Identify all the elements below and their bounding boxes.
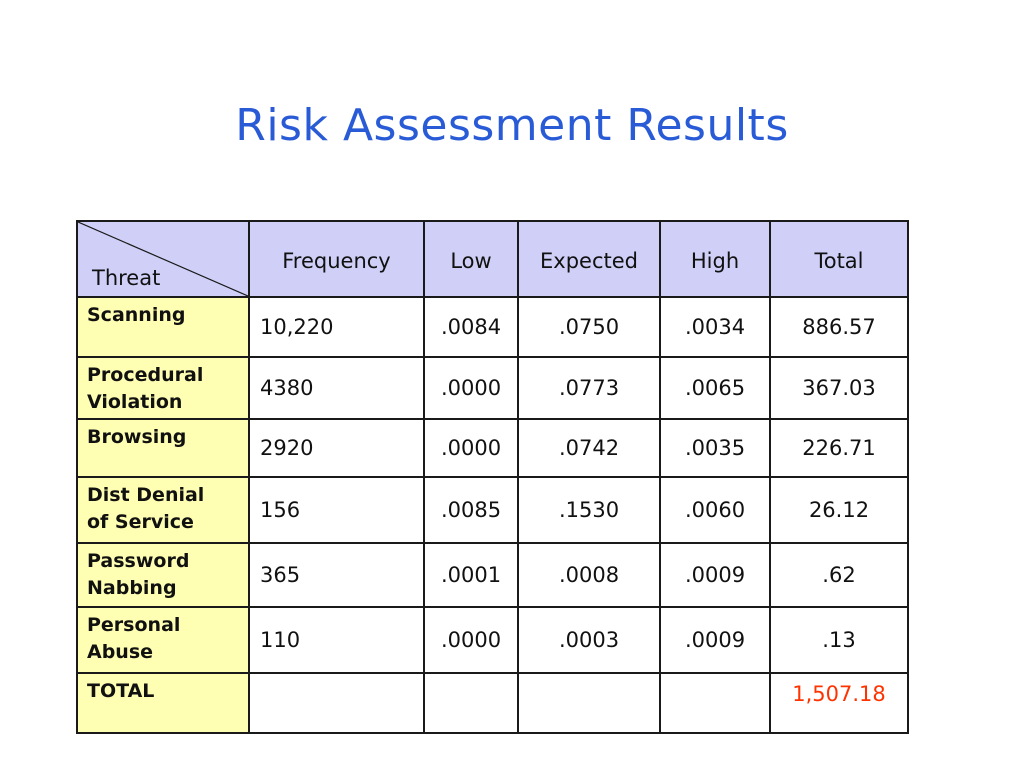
expected-cell: .1530 (518, 477, 660, 543)
low-cell: .0085 (424, 477, 518, 543)
header-frequency: Frequency (249, 221, 424, 297)
threat-name-line2: of Service (87, 511, 194, 533)
high-cell (660, 673, 770, 733)
total-cell: 367.03 (770, 357, 908, 419)
threat-corner-header (77, 221, 249, 297)
low-cell (424, 673, 518, 733)
risk-table (76, 220, 909, 734)
frequency-cell: 365 (249, 543, 424, 607)
grand-total-cell: 1,507.18 (770, 673, 908, 733)
frequency-cell: 156 (249, 477, 424, 543)
table-row (77, 419, 908, 477)
frequency-cell: 2920 (249, 419, 424, 477)
threat-name-line2: Abuse (87, 641, 154, 663)
expected-cell: .0003 (518, 607, 660, 673)
threat-header-label: Threat (92, 266, 161, 290)
frequency-cell: 110 (249, 607, 424, 673)
total-cell: .62 (770, 543, 908, 607)
high-cell: .0065 (660, 357, 770, 419)
high-cell: .0060 (660, 477, 770, 543)
expected-cell: .0750 (518, 297, 660, 357)
header-low: Low (424, 221, 518, 297)
threat-name (77, 419, 249, 477)
total-cell: 886.57 (770, 297, 908, 357)
frequency-cell (249, 673, 424, 733)
threat-name-line1: Password (87, 550, 190, 572)
threat-name-line2: Violation (87, 391, 183, 413)
low-cell: .0000 (424, 607, 518, 673)
high-cell: .0035 (660, 419, 770, 477)
header-row (77, 221, 908, 297)
threat-name-line1: Scanning (87, 304, 186, 326)
threat-name-line2: Nabbing (87, 577, 177, 599)
slide-title: Risk Assessment Results (235, 100, 789, 151)
threat-name (77, 543, 249, 607)
expected-cell: .0008 (518, 543, 660, 607)
frequency-cell: 4380 (249, 357, 424, 419)
header-total: Total (770, 221, 908, 297)
frequency-cell: 10,220 (249, 297, 424, 357)
threat-name (77, 477, 249, 543)
total-cell: 226.71 (770, 419, 908, 477)
expected-cell: .0773 (518, 357, 660, 419)
expected-cell (518, 673, 660, 733)
header-high: High (660, 221, 770, 297)
high-cell: .0009 (660, 607, 770, 673)
table-row (77, 477, 908, 543)
total-cell: 26.12 (770, 477, 908, 543)
table-row (77, 543, 908, 607)
low-cell: .0001 (424, 543, 518, 607)
total-cell: .13 (770, 607, 908, 673)
threat-name (77, 357, 249, 419)
total-row (77, 673, 908, 733)
expected-cell: .0742 (518, 419, 660, 477)
table-row (77, 607, 908, 673)
threat-name-line1: Dist Denial (87, 484, 205, 506)
threat-name-line1: Personal (87, 614, 181, 636)
threat-name-line1: Procedural (87, 364, 204, 386)
low-cell: .0000 (424, 419, 518, 477)
total-label: TOTAL (77, 673, 249, 733)
table-row (77, 357, 908, 419)
threat-name (77, 297, 249, 357)
low-cell: .0084 (424, 297, 518, 357)
high-cell: .0009 (660, 543, 770, 607)
table-row (77, 297, 908, 357)
threat-name (77, 607, 249, 673)
high-cell: .0034 (660, 297, 770, 357)
low-cell: .0000 (424, 357, 518, 419)
header-expected: Expected (518, 221, 660, 297)
threat-name-line1: Browsing (87, 426, 187, 448)
